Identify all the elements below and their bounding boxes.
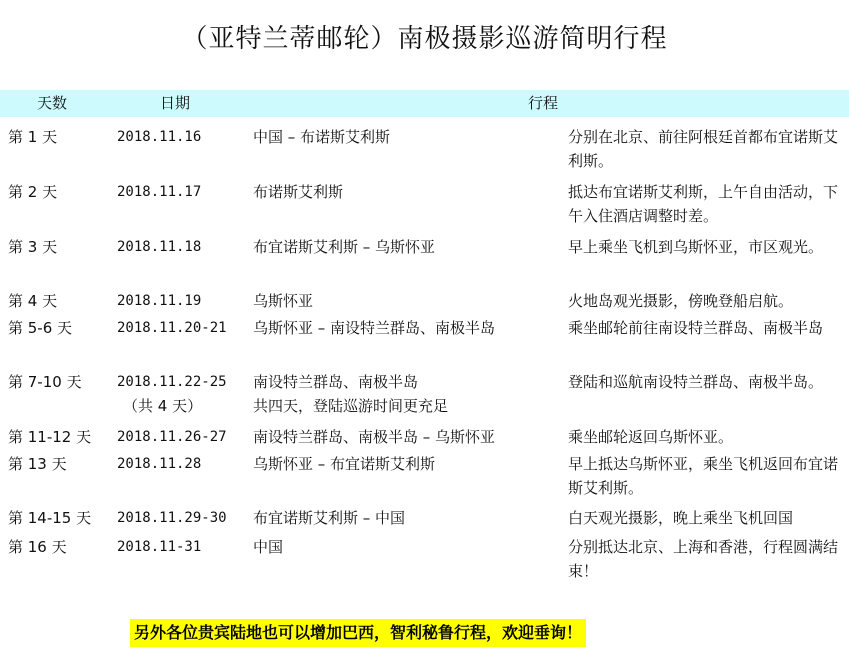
row-day: 第 11-12 天 (8, 428, 92, 446)
row-route: 布宜诺斯艾利斯 – 乌斯怀亚 (253, 238, 436, 256)
row-day: 第 16 天 (8, 538, 67, 556)
row-route: 乌斯怀亚 – 布宜诺斯艾利斯 (253, 455, 436, 473)
row-desc: 分别抵达北京、上海和香港，行程圆满结束！ (568, 538, 839, 580)
row-desc: 分别在北京、前往阿根廷首都布宜诺斯艾利斯。 (568, 128, 839, 170)
row-day: 第 2 天 (8, 183, 58, 201)
row-date: 2018.11.17 (117, 184, 202, 200)
footer-note: 另外各位贵宾陆地也可以增加巴西，智利秘鲁行程，欢迎垂询！ (130, 619, 586, 647)
row-date: 2018.11.18 (117, 239, 202, 255)
page-title: （亚特兰蒂邮轮）南极摄影巡游简明行程 (181, 24, 668, 54)
row-route: 中国 – 布诺斯艾利斯 (253, 128, 391, 146)
row-day: 第 14-15 天 (8, 509, 92, 527)
row-date: 2018.11.29-30 (117, 510, 227, 526)
row-date-block (117, 370, 227, 418)
row-date: 2018.11-31 (117, 539, 202, 555)
row-route: 布诺斯艾利斯 (253, 183, 344, 201)
row-route-note: 共四天，登陆巡游时间更充足 (253, 397, 449, 415)
header-itinerary: 行程 (528, 94, 559, 112)
row-desc: 早上抵达乌斯怀亚，乘坐飞机返回布宜诺斯艾利斯。 (568, 455, 839, 497)
row-date: 2018.11.22-25 (117, 374, 227, 390)
row-desc: 火地岛观光摄影，傍晚登船启航。 (568, 292, 794, 310)
row-route: 中国 (253, 538, 284, 556)
table-header (0, 90, 849, 117)
row-day: 第 13 天 (8, 455, 67, 473)
row-route: 南设特兰群岛、南极半岛 – 乌斯怀亚 (253, 428, 496, 446)
row-date: 2018.11.20-21 (117, 320, 227, 336)
header-day: 天数 (37, 94, 68, 112)
row-desc: 抵达布宜诺斯艾利斯，上午自由活动，下午入住酒店调整时差。 (568, 183, 839, 225)
row-day: 第 7-10 天 (8, 373, 82, 391)
row-route: 乌斯怀亚 – 南设特兰群岛、南极半岛 (253, 319, 496, 337)
row-route-block (253, 370, 448, 418)
row-date: 2018.11.16 (117, 129, 202, 145)
row-date: 2018.11.26-27 (117, 429, 227, 445)
row-day: 第 4 天 (8, 292, 58, 310)
row-day: 第 5-6 天 (8, 319, 73, 337)
row-desc: 登陆和巡航南设特兰群岛、南极半岛。 (568, 373, 824, 391)
row-route: 乌斯怀亚 (253, 292, 314, 310)
row-desc: 乘坐邮轮前往南设特兰群岛、南极半岛 (568, 319, 824, 337)
row-desc: 乘坐邮轮返回乌斯怀亚。 (568, 428, 734, 446)
row-date: 2018.11.28 (117, 456, 202, 472)
row-day: 第 1 天 (8, 128, 58, 146)
row-date-note: （共 4 天） (123, 397, 203, 415)
row-desc: 早上乘坐飞机到乌斯怀亚，市区观光。 (568, 238, 824, 256)
row-route: 布宜诺斯艾利斯 – 中国 (253, 509, 406, 527)
row-day: 第 3 天 (8, 238, 58, 256)
header-date: 日期 (160, 94, 191, 112)
row-date: 2018.11.19 (117, 293, 202, 309)
row-route: 南设特兰群岛、南极半岛 (253, 373, 419, 391)
row-desc: 白天观光摄影，晚上乘坐飞机回国 (568, 509, 794, 527)
